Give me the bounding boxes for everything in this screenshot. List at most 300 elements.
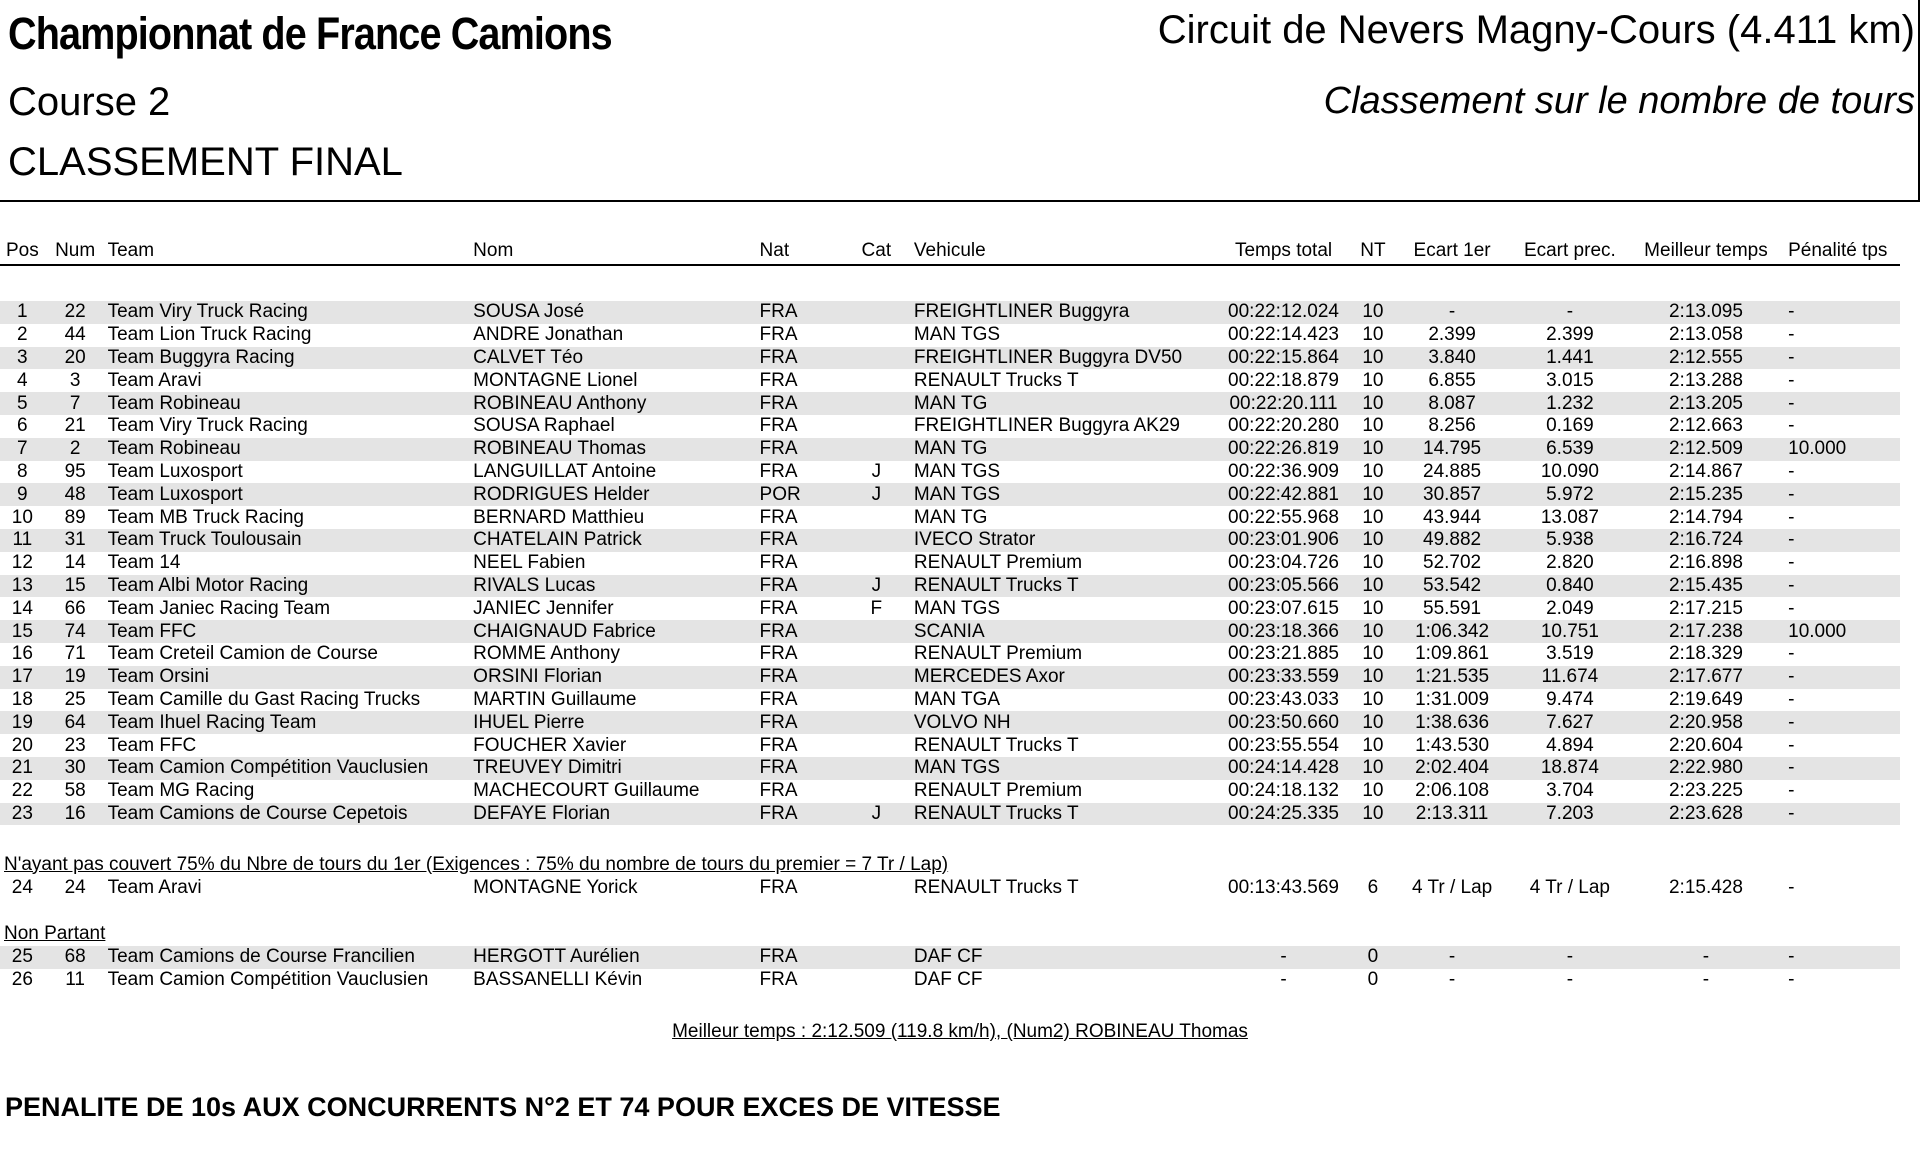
cell-temps-total: 00:24:14.428 (1214, 757, 1352, 780)
cell-num: 30 (45, 757, 106, 780)
cell-num: 22 (45, 301, 106, 324)
cell-vehicule: DAF CF (913, 968, 983, 990)
cell-temps-total: 00:22:55.968 (1228, 506, 1339, 528)
cell-nt: 10 (1353, 575, 1394, 598)
cell-meilleur-temps: - (1629, 946, 1783, 969)
cell-nom: CALVET Téo (471, 347, 757, 370)
cell-ecart-prec: 11.674 (1511, 666, 1629, 689)
cell-pos: 10 (11, 506, 33, 528)
cell-meilleur-temps: 2:17.238 (1629, 620, 1783, 643)
cell-cat (841, 689, 912, 712)
cell-vehicule: RENAULT Premium (913, 643, 1083, 665)
cell-meilleur-temps: 2:17.677 (1629, 666, 1783, 689)
cell-pos: 4 (17, 369, 28, 391)
cell-num: 71 (64, 643, 86, 665)
col-temps-total: Temps total (1214, 232, 1352, 265)
cell-pos: 7 (0, 438, 45, 461)
cell-nom: CHATELAIN Patrick (471, 529, 757, 552)
cell-penalite: - (1788, 324, 1795, 346)
cell-ecart-1er: 14.795 (1393, 438, 1511, 461)
cell-nt: 10 (1362, 734, 1384, 756)
cell-ecart-prec: 13.087 (1540, 506, 1599, 528)
cell-nt: 10 (1362, 460, 1384, 482)
header-divider (0, 200, 1920, 202)
cell-temps-total: 00:22:36.909 (1228, 460, 1339, 482)
cell-ecart-1er: 1:31.009 (1415, 688, 1490, 710)
cell-num: 58 (64, 780, 86, 802)
cell-num: 66 (64, 597, 86, 619)
cell-temps-total: 00:22:20.280 (1228, 415, 1339, 437)
cell-penalite: - (1783, 483, 1900, 506)
cell-nat: FRA (759, 876, 798, 898)
cell-nat: FRA (759, 597, 798, 619)
cell-nt: 0 (1367, 968, 1379, 990)
table-row (0, 757, 1900, 780)
cell-vehicule: SCANIA (912, 620, 1215, 643)
cell-penalite: - (1788, 780, 1795, 802)
cell-nat: FRA (759, 552, 798, 574)
cell-ecart-prec: 2.049 (1546, 597, 1594, 619)
cell-ecart-1er: 52.702 (1423, 552, 1482, 574)
cell-team: Team Camille du Gast Racing Trucks (107, 688, 421, 710)
cell-nat: FRA (758, 438, 841, 461)
cell-temps-total: 00:22:26.819 (1214, 438, 1352, 461)
cell-nat: FRA (759, 968, 798, 990)
cell-penalite: - (1783, 301, 1900, 324)
cell-num: 3 (69, 369, 81, 391)
cell-ecart-prec: 5.972 (1511, 483, 1629, 506)
cell-temps-total: 00:23:43.033 (1228, 688, 1339, 710)
cell-meilleur-temps: 2:16.898 (1668, 552, 1743, 574)
cell-penalite: - (1788, 643, 1795, 665)
cell-nom: HERGOTT Aurélien (471, 946, 757, 969)
cell-num: 16 (45, 803, 106, 826)
cell-ecart-1er: 24.885 (1423, 460, 1482, 482)
cell-penalite: - (1783, 347, 1900, 370)
cell-nat: FRA (759, 324, 798, 346)
cell-meilleur-temps: 2:14.794 (1668, 506, 1743, 528)
table-row (0, 415, 1900, 438)
results-table-body (0, 265, 1900, 991)
cell-vehicule: IVECO Strator (912, 529, 1215, 552)
cell-ecart-prec: 4.894 (1546, 734, 1594, 756)
cell-ecart-1er: 1:21.535 (1393, 666, 1511, 689)
cell-nat: FRA (758, 803, 841, 826)
cell-penalite: - (1783, 575, 1900, 598)
cell-team: Team Albi Motor Racing (106, 575, 472, 598)
cell-cat (841, 324, 912, 347)
cell-ecart-prec: 3.015 (1546, 369, 1594, 391)
cell-num: 20 (45, 347, 106, 370)
cell-meilleur-temps: 2:13.058 (1668, 324, 1743, 346)
cell-num: 95 (64, 460, 86, 482)
cell-vehicule: MAN TG (912, 392, 1215, 415)
cell-cat (841, 415, 912, 438)
cell-penalite: - (1788, 552, 1795, 574)
cell-temps-total: 00:13:43.569 (1228, 876, 1339, 898)
cell-num: 68 (45, 946, 106, 969)
cell-pos: 17 (0, 666, 45, 689)
cell-cat (841, 438, 912, 461)
cell-cat (841, 757, 912, 780)
cell-nt: 10 (1362, 324, 1384, 346)
cell-temps-total: 00:23:33.559 (1214, 666, 1352, 689)
cell-ecart-1er: 6.855 (1428, 369, 1476, 391)
col-penalite: Pénalité tps (1783, 232, 1900, 265)
cell-vehicule: MAN TG (912, 438, 1215, 461)
cell-nat: FRA (758, 666, 841, 689)
cell-meilleur-temps: 2:13.095 (1629, 301, 1783, 324)
cell-team: Team Janiec Racing Team (107, 597, 331, 619)
cell-meilleur-temps: 2:12.555 (1629, 347, 1783, 370)
cell-ecart-prec: 4 Tr / Lap (1529, 876, 1611, 898)
cell-nat: FRA (758, 757, 841, 780)
cell-cat: J (871, 460, 882, 482)
cell-nom: RIVALS Lucas (471, 575, 757, 598)
cell-nt: 10 (1362, 552, 1384, 574)
cell-ecart-prec: 2.820 (1546, 552, 1594, 574)
cell-nom: NEEL Fabien (473, 552, 586, 574)
cell-nat: FRA (759, 369, 798, 391)
cell-temps-total: 00:23:50.660 (1214, 711, 1352, 734)
cell-meilleur-temps: 2:23.225 (1668, 780, 1743, 802)
table-row (0, 506, 1900, 529)
cell-nt: 10 (1353, 666, 1394, 689)
cell-nom: IHUEL Pierre (471, 711, 757, 734)
cell-temps-total: 00:22:18.879 (1228, 369, 1339, 391)
col-pos: Pos (0, 232, 45, 265)
cell-pos: 14 (11, 597, 33, 619)
cell-cat (841, 347, 912, 370)
cell-team: Team Camion Compétition Vauclusien (106, 757, 472, 780)
cell-ecart-1er: - (1393, 301, 1511, 324)
cell-team: Team Orsini (106, 666, 472, 689)
cell-ecart-1er: 2:13.311 (1393, 803, 1511, 826)
cell-nt: 10 (1362, 506, 1384, 528)
cell-penalite: 10.000 (1783, 438, 1900, 461)
cell-nt: 10 (1353, 301, 1394, 324)
cell-ecart-prec: 0.840 (1511, 575, 1629, 598)
cell-meilleur-temps: 2:13.288 (1668, 369, 1743, 391)
col-vehicule: Vehicule (912, 232, 1215, 265)
cell-temps-total: 00:22:42.881 (1214, 483, 1352, 506)
cell-num: 15 (45, 575, 106, 598)
cell-penalite: - (1788, 968, 1795, 990)
cell-team: Team MB Truck Racing (107, 506, 304, 528)
cell-team: Team Camions de Course Cepetois (106, 803, 472, 826)
cell-ecart-1er: 49.882 (1393, 529, 1511, 552)
cell-nom: MACHECOURT Guillaume (473, 780, 700, 802)
cell-team: Team Viry Truck Racing (107, 415, 308, 437)
cell-nom: MARTIN Guillaume (473, 688, 637, 710)
cell-meilleur-temps: 2:19.649 (1668, 688, 1743, 710)
cell-nat: FRA (758, 529, 841, 552)
cell-cat (841, 969, 912, 992)
cell-nat: POR (758, 483, 841, 506)
classement-type: Classement sur le nombre de tours (1323, 80, 1915, 122)
results-table (0, 232, 1900, 991)
cell-penalite: - (1788, 597, 1795, 619)
cell-vehicule: RENAULT Premium (913, 780, 1083, 802)
cell-ecart-1er: - (1448, 968, 1456, 990)
cell-nt: 10 (1362, 780, 1384, 802)
cell-team: Team Ihuel Racing Team (106, 711, 472, 734)
table-row (0, 461, 1900, 484)
cell-nt: 10 (1353, 620, 1394, 643)
cell-pos: 11 (0, 529, 45, 552)
table-row (0, 438, 1900, 461)
cell-meilleur-temps: - (1702, 968, 1710, 990)
cell-pos: 15 (0, 620, 45, 643)
col-num: Num (45, 232, 106, 265)
cell-ecart-1er: 2:06.108 (1415, 780, 1490, 802)
cell-nat: FRA (759, 688, 798, 710)
table-row (0, 643, 1900, 666)
cell-ecart-1er: 2.399 (1428, 324, 1476, 346)
cell-pos: 13 (0, 575, 45, 598)
not-classified-label: N'ayant pas couvert 75% du Nbre de tours du 1er (Exigences : 75% du nombre de tours du premier = 7 Tr / Lap) (4, 853, 949, 875)
cell-nt: 10 (1353, 711, 1394, 734)
cell-nom: ROMME Anthony (473, 643, 620, 665)
cell-meilleur-temps: 2:12.509 (1629, 438, 1783, 461)
cell-ecart-prec: 3.704 (1546, 780, 1594, 802)
cell-ecart-1er: 30.857 (1393, 483, 1511, 506)
cell-temps-total: - (1214, 946, 1352, 969)
cell-ecart-prec: 18.874 (1511, 757, 1629, 780)
cell-meilleur-temps: 2:20.604 (1668, 734, 1743, 756)
cell-nt: 10 (1362, 688, 1384, 710)
cell-vehicule: MAN TGS (912, 757, 1215, 780)
cell-temps-total: 00:22:12.024 (1214, 301, 1352, 324)
cell-nom: CHAIGNAUD Fabrice (471, 620, 757, 643)
cell-ecart-prec: 1.232 (1511, 392, 1629, 415)
cell-ecart-1er: 1:06.342 (1393, 620, 1511, 643)
cell-penalite: - (1783, 392, 1900, 415)
cell-vehicule: MAN TGS (913, 324, 1001, 346)
non-partant-label-row (0, 923, 1900, 946)
cell-ecart-prec: 7.203 (1511, 803, 1629, 826)
cell-temps-total: 00:24:25.335 (1214, 803, 1352, 826)
cell-ecart-prec: 6.539 (1511, 438, 1629, 461)
cell-nom: MONTAGNE Yorick (473, 876, 638, 898)
table-row (0, 324, 1900, 347)
cell-ecart-1er: 1:09.861 (1415, 643, 1490, 665)
cell-nat: FRA (759, 506, 798, 528)
cell-cat: J (841, 803, 912, 826)
cell-meilleur-temps: 2:18.329 (1668, 643, 1743, 665)
cell-nat: FRA (759, 460, 798, 482)
cell-pos: 16 (11, 643, 33, 665)
cell-ecart-prec: 3.519 (1546, 643, 1594, 665)
cell-pos: 21 (0, 757, 45, 780)
cell-nt: 10 (1353, 803, 1394, 826)
table-row (0, 392, 1900, 415)
best-lap-note: Meilleur temps : 2:12.509 (119.8 km/h), (Num2) ROBINEAU Thomas (672, 1021, 1248, 1042)
cell-nom: LANGUILLAT Antoine (473, 460, 657, 482)
col-ecart-1er: Ecart 1er (1393, 232, 1511, 265)
cell-ecart-1er: 55.591 (1423, 597, 1482, 619)
cell-temps-total: 00:23:01.906 (1214, 529, 1352, 552)
table-spacer (0, 899, 1900, 923)
cell-nom: BASSANELLI Kévin (473, 968, 643, 990)
cell-team: Team FFC (107, 734, 197, 756)
cell-nt: 10 (1362, 369, 1384, 391)
cell-penalite: - (1783, 946, 1900, 969)
cell-ecart-1er: 53.542 (1393, 575, 1511, 598)
cell-pos: 8 (17, 460, 28, 482)
cell-pos: 25 (0, 946, 45, 969)
cell-meilleur-temps: 2:20.958 (1629, 711, 1783, 734)
cell-nom: ORSINI Florian (471, 666, 757, 689)
cell-meilleur-temps: 2:22.980 (1629, 757, 1783, 780)
cell-meilleur-temps: 2:15.428 (1668, 876, 1743, 898)
cell-team: Team Luxosport (107, 460, 243, 482)
table-spacer (0, 825, 1900, 853)
table-row (0, 711, 1900, 734)
cell-nom: TREUVEY Dimitri (471, 757, 757, 780)
cell-ecart-prec: 7.627 (1511, 711, 1629, 734)
cell-temps-total: 00:22:15.864 (1214, 347, 1352, 370)
cell-temps-total: 00:23:04.726 (1228, 552, 1339, 574)
cell-pos: 2 (17, 324, 28, 346)
cell-team: Team Camion Compétition Vauclusien (107, 968, 429, 990)
cell-ecart-prec: 10.751 (1511, 620, 1629, 643)
table-row (0, 734, 1900, 757)
table-row (0, 780, 1900, 803)
cell-vehicule: RENAULT Premium (913, 552, 1083, 574)
cell-vehicule: MAN TGA (913, 688, 1001, 710)
cell-temps-total: - (1280, 968, 1287, 990)
table-row (0, 689, 1900, 712)
table-row (0, 369, 1900, 392)
cell-ecart-1er: 43.944 (1423, 506, 1482, 528)
cell-penalite: - (1788, 688, 1795, 710)
cell-nat: FRA (759, 643, 798, 665)
cell-penalite: - (1788, 369, 1795, 391)
cell-nat: FRA (758, 620, 841, 643)
cell-nt: 10 (1362, 415, 1384, 437)
cell-nat: FRA (758, 392, 841, 415)
cell-temps-total: 00:23:21.885 (1228, 643, 1339, 665)
cell-cat (841, 506, 912, 529)
cell-nom: DEFAYE Florian (471, 803, 757, 826)
cell-ecart-1er: 1:38.636 (1393, 711, 1511, 734)
non-partant-label: Non Partant (4, 923, 106, 945)
cell-ecart-prec: 1.441 (1511, 347, 1629, 370)
cell-pos: 22 (11, 780, 33, 802)
circuit-name: Circuit de Nevers Magny-Cours (4.411 km) (1157, 8, 1915, 52)
cell-ecart-1er: 8.256 (1428, 415, 1476, 437)
penalty-note: PENALITE DE 10s AUX CONCURRENTS N°2 ET 74 POUR EXCES DE VITESSE (5, 1092, 1001, 1122)
cell-num: 11 (65, 968, 85, 990)
cell-penalite: - (1788, 460, 1795, 482)
cell-ecart-prec: 5.938 (1511, 529, 1629, 552)
cell-nom: ROBINEAU Anthony (471, 392, 757, 415)
cell-nt: 10 (1353, 347, 1394, 370)
cell-ecart-prec: - (1511, 301, 1629, 324)
col-team: Team (106, 232, 472, 265)
col-meilleur-temps: Meilleur temps (1629, 232, 1783, 265)
cell-ecart-prec: 10.090 (1540, 460, 1599, 482)
col-cat: Cat (841, 232, 912, 265)
cell-vehicule: RENAULT Trucks T (913, 734, 1079, 756)
cell-meilleur-temps: 2:16.724 (1629, 529, 1783, 552)
cell-team: Team Robineau (106, 438, 472, 461)
cell-nat: FRA (759, 415, 798, 437)
cell-pos: 18 (11, 688, 33, 710)
cell-cat (841, 392, 912, 415)
cell-vehicule: FREIGHTLINER Buggyra (912, 301, 1215, 324)
cell-nt: 10 (1353, 392, 1394, 415)
cell-team: Team Lion Truck Racing (107, 324, 312, 346)
cell-num: 23 (64, 734, 86, 756)
cell-vehicule: FREIGHTLINER Buggyra DV50 (912, 347, 1215, 370)
cell-vehicule: MAN TGS (913, 460, 1001, 482)
cell-temps-total: 00:23:07.615 (1228, 597, 1339, 619)
col-ecart-prec: Ecart prec. (1511, 232, 1629, 265)
cell-pos: 1 (0, 301, 45, 324)
cell-cat: J (841, 575, 912, 598)
cell-pos: 26 (11, 968, 33, 990)
cell-penalite: - (1788, 415, 1795, 437)
cell-temps-total: 00:23:18.366 (1214, 620, 1352, 643)
cell-nom: RODRIGUES Helder (471, 483, 757, 506)
cell-vehicule: RENAULT Trucks T (913, 876, 1079, 898)
cell-ecart-prec: 2.399 (1546, 324, 1594, 346)
cell-cat (841, 529, 912, 552)
cell-cat (841, 876, 912, 899)
course-label: Course 2 (8, 80, 171, 124)
cell-cat: F (870, 597, 883, 619)
cell-nom: ANDRE Jonathan (473, 324, 624, 346)
cell-nat: FRA (758, 347, 841, 370)
cell-ecart-1er: 2:02.404 (1393, 757, 1511, 780)
table-row (0, 301, 1900, 324)
page-title: Championnat de France Camions (8, 8, 612, 59)
cell-vehicule: RENAULT Trucks T (912, 803, 1215, 826)
cell-cat (841, 946, 912, 969)
cell-num: 48 (45, 483, 106, 506)
cell-team: Team Creteil Camion de Course (107, 643, 378, 665)
cell-num: 24 (64, 876, 86, 898)
table-row (0, 347, 1900, 370)
cell-num: 25 (64, 688, 86, 710)
cell-nat: FRA (759, 780, 798, 802)
cell-penalite: 10.000 (1783, 620, 1900, 643)
cell-team: Team Robineau (106, 392, 472, 415)
cell-cat (841, 643, 912, 666)
cell-ecart-prec: - (1566, 968, 1574, 990)
cell-team: Team Aravi (107, 369, 202, 391)
cell-team: Team Aravi (107, 876, 202, 898)
col-nom: Nom (471, 232, 757, 265)
cell-meilleur-temps: 2:12.663 (1668, 415, 1743, 437)
cell-meilleur-temps: 2:13.205 (1629, 392, 1783, 415)
cell-cat (841, 301, 912, 324)
cell-pos: 23 (0, 803, 45, 826)
col-nt: NT (1353, 232, 1394, 265)
cell-ecart-1er: 1:43.530 (1415, 734, 1490, 756)
cell-meilleur-temps: 2:15.435 (1629, 575, 1783, 598)
cell-team: Team Luxosport (106, 483, 472, 506)
cell-nat: FRA (758, 946, 841, 969)
cell-temps-total: 00:24:18.132 (1228, 780, 1339, 802)
cell-penalite: - (1783, 711, 1900, 734)
cell-num: 14 (64, 552, 86, 574)
cell-vehicule: MAN TGS (913, 597, 1001, 619)
cell-vehicule: VOLVO NH (912, 711, 1215, 734)
cell-meilleur-temps: 2:14.867 (1668, 460, 1743, 482)
